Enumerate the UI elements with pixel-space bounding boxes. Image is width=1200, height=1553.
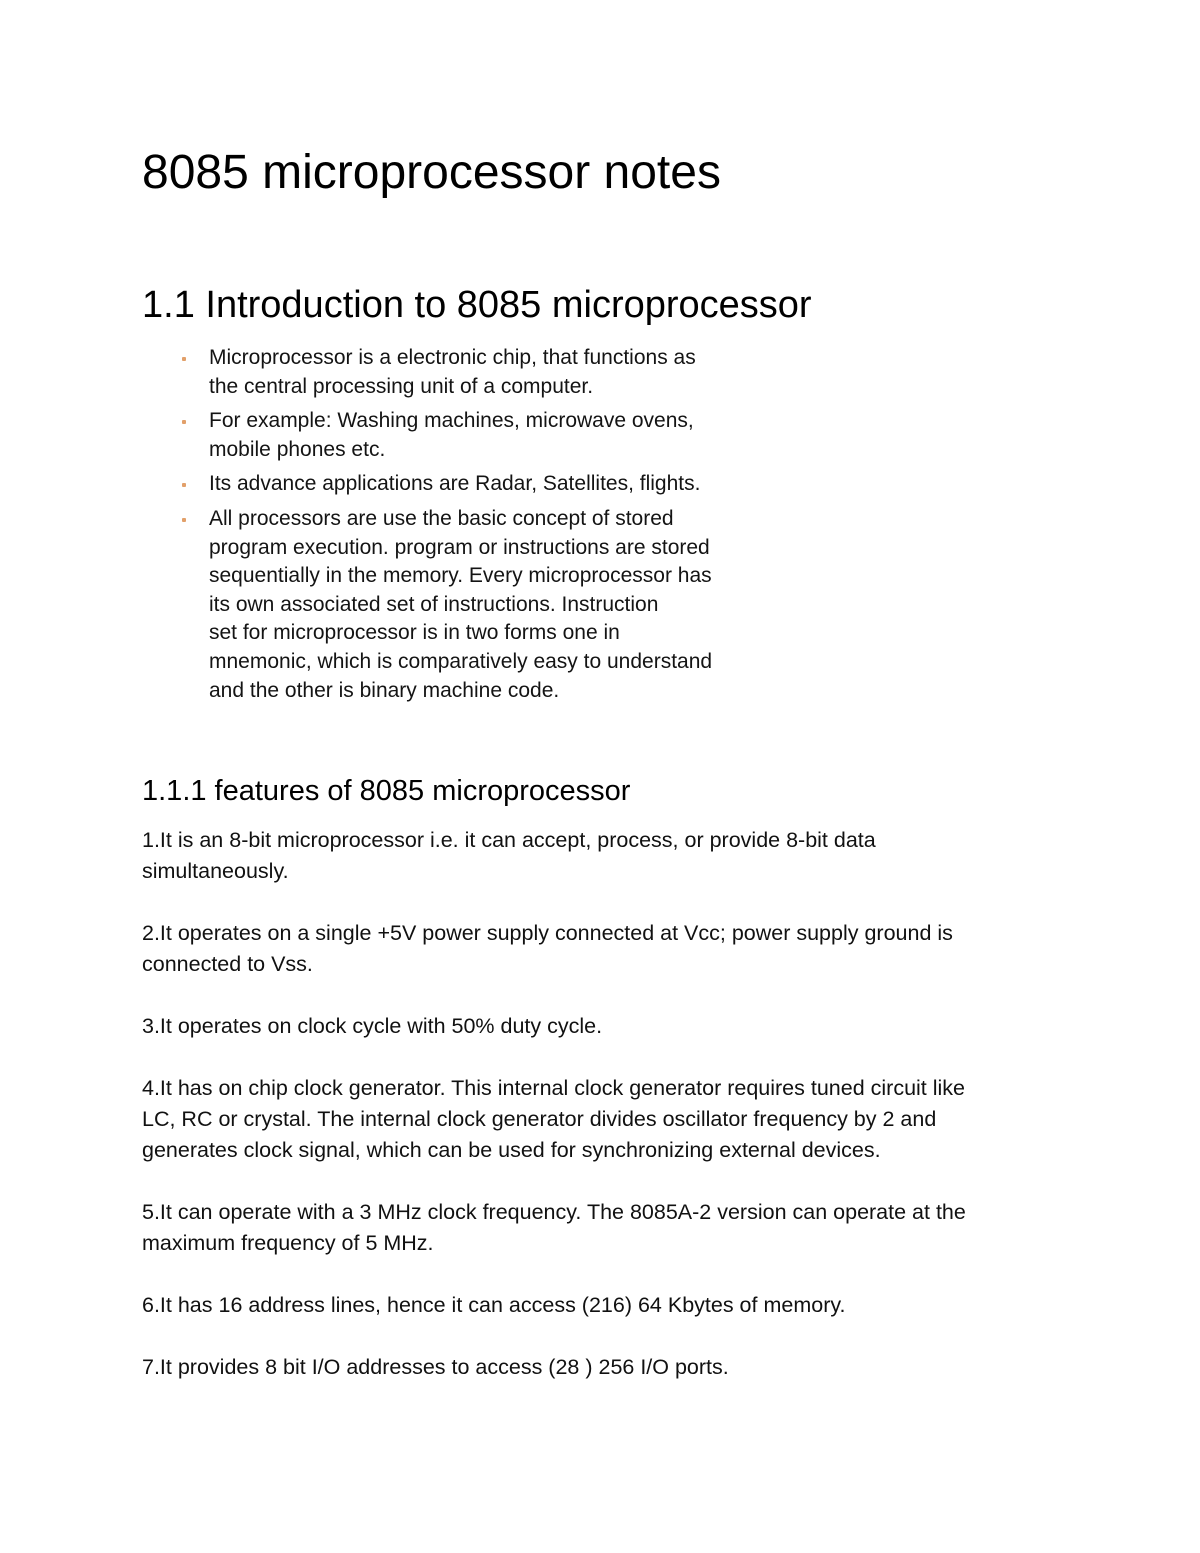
bullet-item (182, 344, 822, 401)
introduction-bullet-list (182, 344, 822, 711)
feature-line: 1.It is an 8-bit microprocessor i.e. it can accept, process, or provide 8-bit data (142, 828, 876, 852)
bullet-item (182, 470, 822, 499)
bullet-line: Microprocessor is a electronic chip, that functions as (209, 346, 696, 369)
feature-line: generates clock signal, which can be used for synchronizing external devices. (142, 1138, 881, 1162)
bullet-line: set for microprocessor is in two forms one in (209, 621, 620, 645)
bullet-icon (182, 420, 186, 424)
feature-paragraph (142, 825, 1082, 887)
feature-paragraph (142, 918, 1082, 980)
feature-line: 3.It operates on clock cycle with 50% duty cycle. (142, 1014, 603, 1038)
feature-line: LC, RC or crystal. The internal clock generator divides oscillator frequency by 2 and (142, 1107, 937, 1131)
feature-paragraph (142, 1290, 1082, 1321)
feature-paragraph (142, 1197, 1082, 1259)
bullet-item (182, 407, 822, 464)
feature-paragraph (142, 1073, 1082, 1166)
section-heading-introduction: 1.1 Introduction to 8085 microprocessor (142, 284, 812, 326)
bullet-line: For example: Washing machines, microwave ovens, (209, 409, 694, 433)
feature-line: 6.It has 16 address lines, hence it can access (216) 64 Kbytes of memory. (142, 1293, 846, 1317)
feature-paragraph (142, 1352, 1082, 1383)
subsection-heading-features: 1.1.1 features of 8085 microprocessor (142, 775, 631, 807)
bullet-line: Its advance applications are Radar, Satellites, flights. (209, 472, 701, 496)
features-list (142, 825, 1082, 1414)
feature-line: maximum frequency of 5 MHz. (142, 1231, 434, 1255)
bullet-line: mobile phones etc. (209, 437, 386, 461)
feature-paragraph (142, 1011, 1082, 1042)
bullet-line: and the other is binary machine code. (209, 678, 560, 702)
document-title: 8085 microprocessor notes (142, 146, 721, 199)
feature-line: 4.It has on chip clock generator. This internal clock generator requires tuned circuit like (142, 1076, 966, 1100)
bullet-line: mnemonic, which is comparatively easy to understand (209, 649, 713, 673)
feature-line: 2.It operates on a single +5V power supply connected at Vcc; power supply ground is (142, 921, 953, 945)
bullet-icon (182, 357, 186, 361)
bullet-icon (182, 518, 186, 522)
bullet-line: program execution. program or instructions are stored (209, 535, 710, 559)
bullet-icon (182, 483, 186, 487)
bullet-line: its own associated set of instructions. Instruction (209, 592, 659, 616)
feature-line: simultaneously. (142, 859, 289, 883)
bullet-line: the central processing unit of a computer. (209, 374, 594, 398)
feature-line: connected to Vss. (142, 952, 313, 976)
bullet-line: All processors are use the basic concept of stored (209, 506, 674, 530)
feature-line: 7.It provides 8 bit I/O addresses to access (28 ) 256 I/O ports. (142, 1355, 729, 1379)
bullet-item (182, 505, 822, 705)
bullet-line: sequentially in the memory. Every microprocessor has (209, 564, 712, 588)
feature-line: 5.It can operate with a 3 MHz clock frequency. The 8085A-2 version can operate at the (142, 1200, 966, 1224)
